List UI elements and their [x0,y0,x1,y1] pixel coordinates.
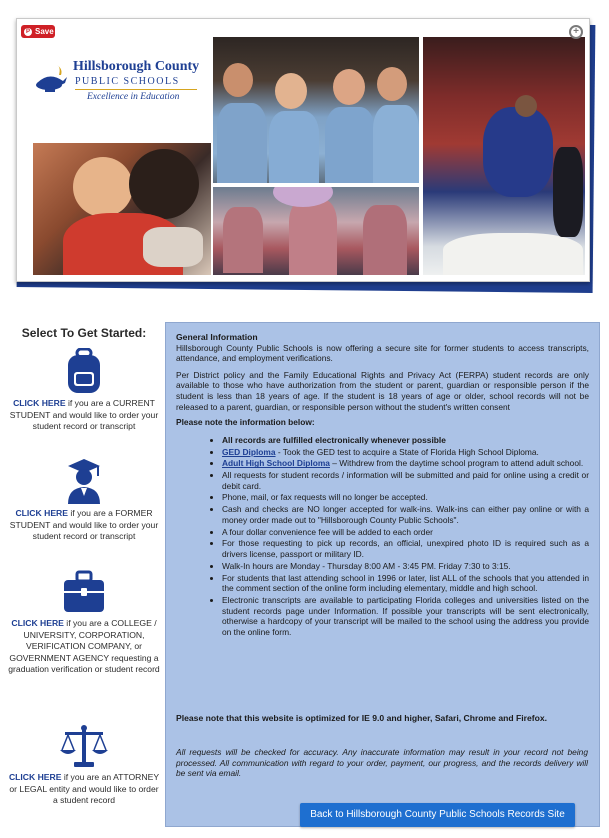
pinterest-icon: P [25,28,30,35]
list-item [222,447,589,458]
ferpa-paragraph: Per District policy and the Family Educational Rights and Privacy Act (FERPA) student records are only available to those who have authorization from the student or parent, guardian or responsible person if the student is less than 18 years of age. If the student is 18 years of age or older, school records will not be released to a parent, guardian, or responsible person without the student's written consent [176,369,589,412]
list-item: • For students that last attending school in 1996 or later, list ALL of the schools that you attended in the comment section of the online form including elementary, middle and high school. [222,573,589,594]
intro-paragraph: Hillsborough County Public Schools is now offering a secure site for former students to access transcripts, attendance, and employment verifications. [176,342,589,364]
list-item [222,458,589,469]
list-item: • Cash and checks are NO longer accepted for walk-ins. Walk-ins can either pay online or with a money order made out to "Hillsborough County Public Schools". [222,504,589,525]
graduate-icon[interactable] [64,458,104,504]
click-here-link[interactable]: CLICK HERE [8,772,62,782]
ged-diploma-link[interactable]: GED Diploma [222,446,276,457]
logo-motto: Excellence in Education [87,92,180,102]
click-here-link[interactable]: CLICK HERE [15,508,68,518]
click-here-link[interactable]: CLICK HERE [13,398,66,408]
attorney-option[interactable] [8,724,160,807]
option-description: if you are an ATTORNEY or LEGAL entity and would like to order a student record [9,772,160,805]
list-item: • Phone, mail, or fax requests will no longer be accepted. [222,492,589,503]
list-item: • Electronic transcripts are available to participating Florida colleges and universities listed on the student records page under Information. If possible your transcripts will be sent electronically, otherwise a hardcopy of your transcript will be mailed to the school using the address you provide on the online form. [222,595,589,637]
notes-list [222,435,589,638]
list-item: • For those requesting to pick up records, an official, unexpired photo ID is required such as a drivers license, passport or military ID. [222,538,589,559]
photo-students-scrubs [213,37,419,183]
logo-subtitle: PUBLIC SCHOOLS [75,76,180,87]
click-here-link[interactable]: CLICK HERE [11,618,64,628]
list-item: • A four dollar convenience fee will be added to each order [222,527,589,538]
organization-option[interactable] [8,570,160,676]
former-student-option[interactable] [8,458,160,543]
option-description: if you are a CURRENT STUDENT and would like to order your student record or transcript [9,398,159,431]
option-description: if you are a COLLEGE / UNIVERSITY, CORPORATION, VERIFICATION COMPANY, or GOVERNMENT AGENCY requesting a graduation verification or student record [8,618,160,674]
logo-title: Hillsborough County [73,59,200,74]
option-description: if you are a FORMER STUDENT and would like to order your student record or transcript [9,508,159,541]
photo-graduate-jump [423,37,585,275]
logo-rule [75,89,197,90]
browser-note: Please note that this website is optimized for IE 9.0 and higher, Safari, Chrome and Firefox. [176,713,548,723]
banner [12,14,596,290]
ged-description: - Took the GED test to acquire a State of Florida High School Diploma. [275,446,539,457]
accuracy-disclaimer: All requests will be checked for accuracy. Any inaccurate information may result in your record not being processed. All communication with regard to your order, payment, our progress, and the records delivery will be sent via email. [176,747,588,779]
info-heading: General Information [176,332,258,342]
notes-title: Please note the information below: [176,417,315,428]
list-item: • Walk-In hours are Monday - Thursday 8:00 AM - 3:45 PM. Friday 7:30 to 3:15. [222,561,589,572]
list-item [222,435,589,446]
fulfilled-note: All records are fulfilled electronically whenever possible [222,434,446,445]
photo-students-science [33,143,211,275]
banner-collage [16,18,590,282]
current-student-option[interactable] [8,348,160,433]
back-to-records-button[interactable]: Back to Hillsborough County Public Schools Records Site [300,803,575,827]
scales-icon[interactable] [59,724,109,768]
select-heading: Select To Get Started: [21,326,147,340]
save-label: Save [35,27,54,36]
pinterest-save-button[interactable] [21,25,55,38]
expand-icon[interactable]: + [569,25,583,39]
list-item: • All requests for student records / information will be submitted and paid for online using a credit or debit card. [222,470,589,491]
backpack-icon[interactable] [64,348,104,394]
adult-diploma-link[interactable]: Adult High School Diploma [222,458,330,469]
general-information-panel [165,322,600,827]
photo-color-guard [213,187,419,275]
adult-description: – Withdrew from the daytime school program to attend adult school. [329,458,584,469]
district-logo [25,45,205,135]
lamp-of-learning-icon [31,63,71,93]
briefcase-icon[interactable] [62,570,106,614]
